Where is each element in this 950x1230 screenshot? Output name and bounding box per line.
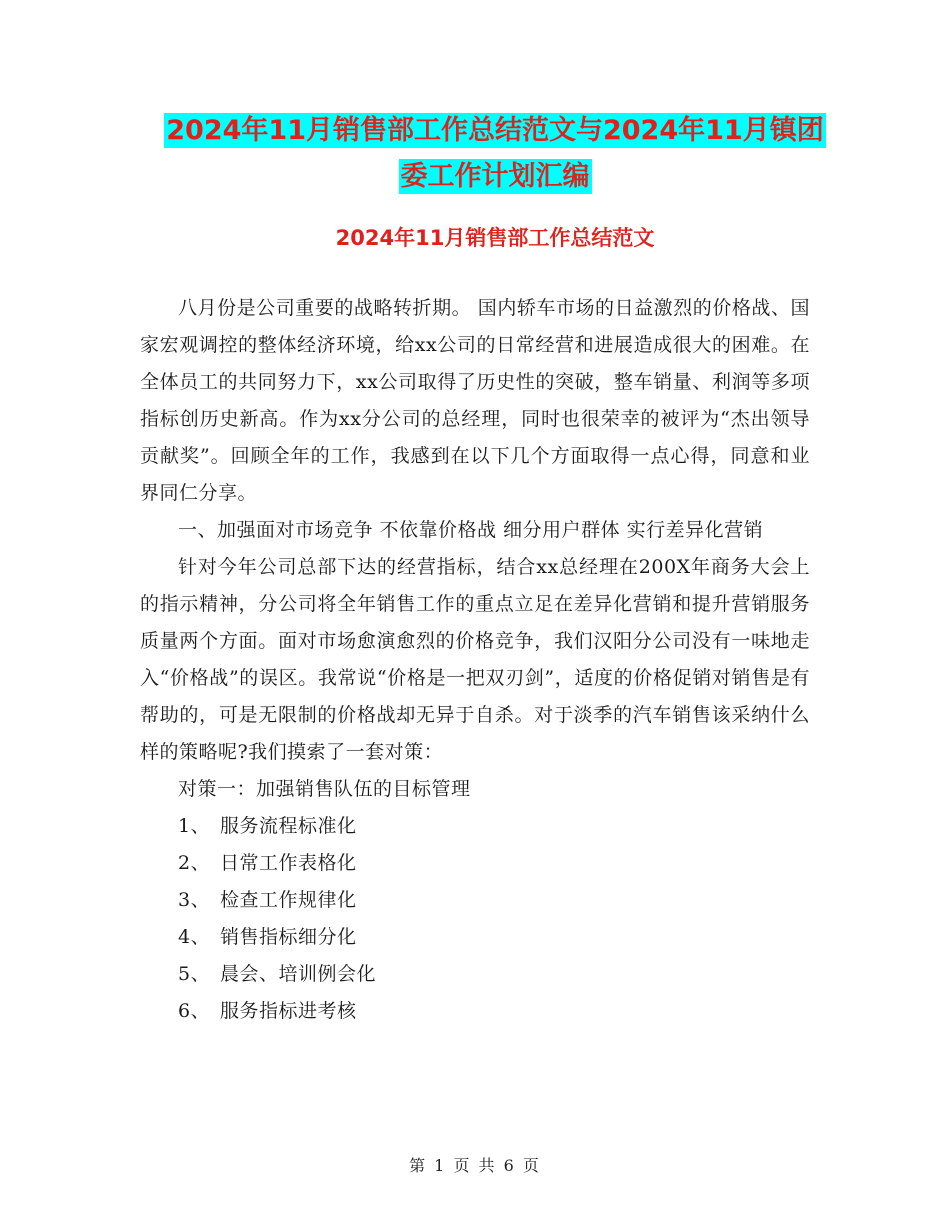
list-item	[140, 845, 810, 882]
paragraph-strategy: 针对今年公司总部下达的经营指标，结合xx总经理在200X年商务大会上的指示精神，分公司将全年销售工作的重点立足在差异化营销和提升营销服务质量两个方面。面对市场愈演愈烈的价格竞争，我们汉阳分公司没有一味地走入“价格战”的误区。我常说“价格是一把双刃剑”，适度的价格促销对销售是有帮助的，可是无限制的价格战却无异于自杀。对于淡季的汽车销售该采纳什么样的策略呢?我们摸索了一套对策：	[140, 556, 810, 763]
list-item	[140, 919, 810, 956]
list-item-text: 日常工作表格化	[220, 852, 357, 874]
section-title: 2024年11月销售部工作总结范文	[335, 226, 655, 250]
list-item	[140, 993, 810, 1030]
list-item-text: 晨会、培训例会化	[220, 963, 377, 985]
list-item-number: 5、	[178, 963, 211, 985]
list-item	[140, 882, 810, 919]
list-item-number: 1、	[178, 815, 211, 837]
list-item-text: 服务指标进考核	[220, 1000, 357, 1022]
list-item	[140, 956, 810, 993]
list-item-text: 销售指标细分化	[220, 926, 357, 948]
page-footer: 第 1 页 共 6 页	[409, 1156, 541, 1175]
document-body	[140, 290, 810, 1030]
paragraph-countermeasure-one: 对策一：加强销售队伍的目标管理	[178, 778, 471, 800]
document-title-line1: 2024年11月销售部工作总结范文与2024年11月镇团	[166, 115, 824, 146]
list-item-text: 服务流程标准化	[220, 815, 357, 837]
list-item-number: 4、	[178, 926, 211, 948]
paragraph-intro: 八月份是公司重要的战略转折期。 国内轿车市场的日益激烈的价格战、国家宏观调控的整体经济环境，给xx公司的日常经营和进展造成很大的困难。在全体员工的共同努力下，xx公司取得了历史性的突破，整车销量、利润等多项指标创历史新高。作为xx分公司的总经理，同时也很荣幸的被评为“杰出领导贡献奖”。回顾全年的工作，我感到在以下几个方面取得一点心得，同意和业界同仁分享。	[140, 297, 810, 504]
list-item-number: 2、	[178, 852, 211, 874]
list-item	[140, 808, 810, 845]
paragraph-heading-one: 一、加强面对市场竞争 不依靠价格战 细分用户群体 实行差异化营销	[178, 519, 764, 541]
list-item-text: 检查工作规律化	[220, 889, 357, 911]
document-title	[140, 108, 850, 200]
document-title-line2: 委工作计划汇编	[400, 161, 590, 192]
list-item-number: 3、	[178, 889, 211, 911]
list-item-number: 6、	[178, 1000, 211, 1022]
